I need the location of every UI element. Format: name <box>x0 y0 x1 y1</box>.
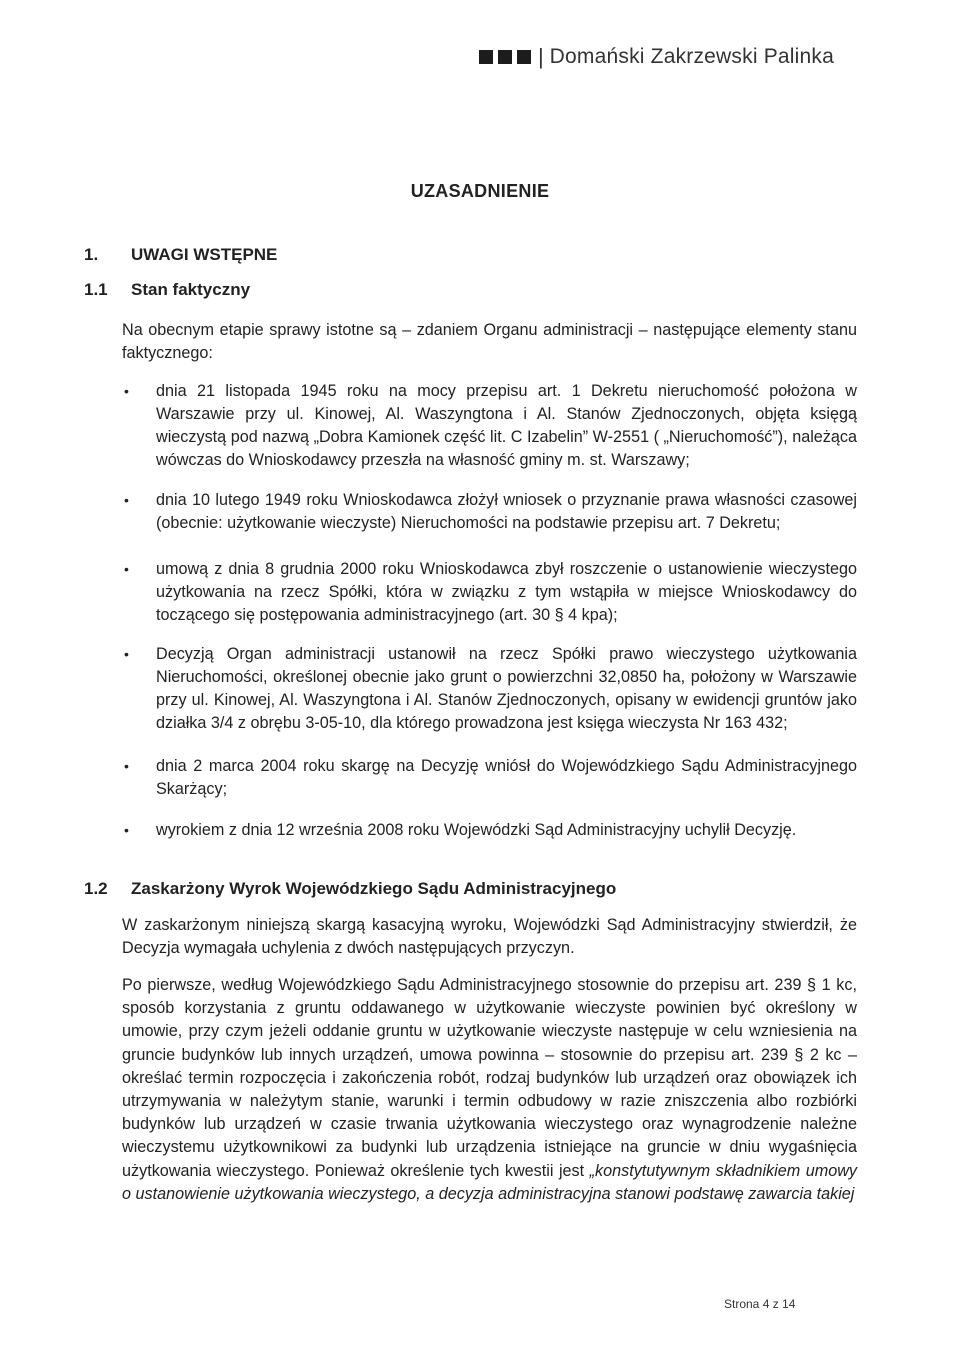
list-item: • wyrokiem z dnia 12 września 2008 roku Wojewódzki Sąd Administracyjny uchylił Decyzję. <box>122 819 857 842</box>
list-item: • dnia 21 listopada 1945 roku na mocy przepisu art. 1 Dekretu nieruchomość położona w Warszawie przy ul. Kinowej, Al. Waszyngtona i Al. Stanów Zjednoczonych, objęta księgą wieczystą pod nazwą „Dobra Kamionek część lit. C Izabelin” W-2551 ( „Nieruchomość”), należąca wówczas do Wnioskodawcy przeszła na własność gminy m. st. Warszawy; <box>122 380 857 472</box>
list-item: • Decyzją Organ administracji ustanowił na rzecz Spółki prawo wieczystego użytkowania Nieruchomości, określonej obecnie jako grunt o powierzchni 32,0850 ha, położony w Warszawie przy ul. Kinowej, Al. Waszyngtona i Al. Stanów Zjednoczonych, opisany w ewidencji gruntów jako działka 3/4 z obrębu 3-05-10, dla którego prowadzona jest księga wieczysta Nr 163 432; <box>122 643 857 735</box>
letterhead <box>479 44 834 70</box>
paragraph <box>122 974 857 1206</box>
logo-square-icon <box>517 50 531 64</box>
header-separator: | <box>537 44 544 69</box>
list-item: • dnia 2 marca 2004 roku skargę na Decyzję wniósł do Wojewódzkiego Sądu Administracyjnego Skarżący; <box>122 755 857 801</box>
logo-square-icon <box>479 50 493 64</box>
section-title: Zaskarżony Wyrok Wojewódzkiego Sądu Administracyjnego <box>131 879 617 898</box>
section-number: 1. <box>84 245 99 264</box>
intro-paragraph: Na obecnym etapie sprawy istotne są – zdaniem Organu administracji – następujące elementy stanu faktycznego: <box>122 321 857 362</box>
section-number: 1.2 <box>84 879 108 898</box>
section-1-1-heading <box>84 280 250 300</box>
facts-list <box>122 380 857 842</box>
page-number: Strona 4 z 14 <box>724 1297 796 1311</box>
section-title: UWAGI WSTĘPNE <box>131 245 278 264</box>
paragraph-text: Po pierwsze, według Wojewódzkiego Sądu Administracyjnego stosownie do przepisu art. 239 § 1 kc, sposób korzystania z gruntu oddawanego w użytkowanie wieczyste powinien być określony w umowie, przy czym jeżeli oddanie gruntu w użytkowanie wieczyste następuje w celu wzniesienia na gruncie budynków lub innych urządzeń, umowa powinna – stosownie do przepisu art. 239 § 2 kc – określać termin rozpoczęcia i zakończenia robót, rodzaj budynków lub urządzeń oraz obowiązek ich utrzymywania w należytym stanie, warunki i termin odbudowy w razie zniszczenia albo rozbiórki budynków lub urządzeń w czasie trwania użytkowania wieczystego oraz wynagrodzenie należne wieczystemu użytkownikowi za budynki lub urządzenia istniejące na gruncie w dniu wygaśnięcia użytkowania wieczystego. Ponieważ określenie tych kwestii jest <box>122 976 857 1180</box>
section-number: 1.1 <box>84 280 108 299</box>
section-1-2-heading <box>84 879 616 899</box>
logo-square-icon <box>498 50 512 64</box>
list-item: • dnia 10 lutego 1949 roku Wnioskodawca złożył wniosek o przyznanie prawa własności czasowej (obecnie: użytkowanie wieczyste) Nieruchomości na podstawie przepisu art. 7 Dekretu; <box>122 489 857 535</box>
firm-name: Domański Zakrzewski Palinka <box>549 45 834 68</box>
section-title: Stan faktyczny <box>131 280 251 299</box>
document-title: UZASADNIENIE <box>410 181 550 201</box>
paragraph: W zaskarżonym niniejszą skargą kasacyjną wyroku, Wojewódzki Sąd Administracyjny stwierdził, że Decyzja wymagała uchylenia z dwóch następujących przyczyn. <box>122 916 857 957</box>
quoted-text: „konstytutywnym składnikiem umowy o ustanowienie użytkowania wieczystego, a decyzja administracyjna stanowi podstawę zawarcia takiej <box>122 1161 857 1203</box>
list-item: • umową z dnia 8 grudnia 2000 roku Wnioskodawca zbył roszczenie o ustanowienie wieczystego użytkowania na rzecz Spółki, która w związku z tym wstąpiła w miejsce Wnioskodawcy do toczącego się postępowania administracyjnego (art. 30 § 4 kpa); <box>122 558 857 627</box>
section-1-heading <box>84 245 277 265</box>
